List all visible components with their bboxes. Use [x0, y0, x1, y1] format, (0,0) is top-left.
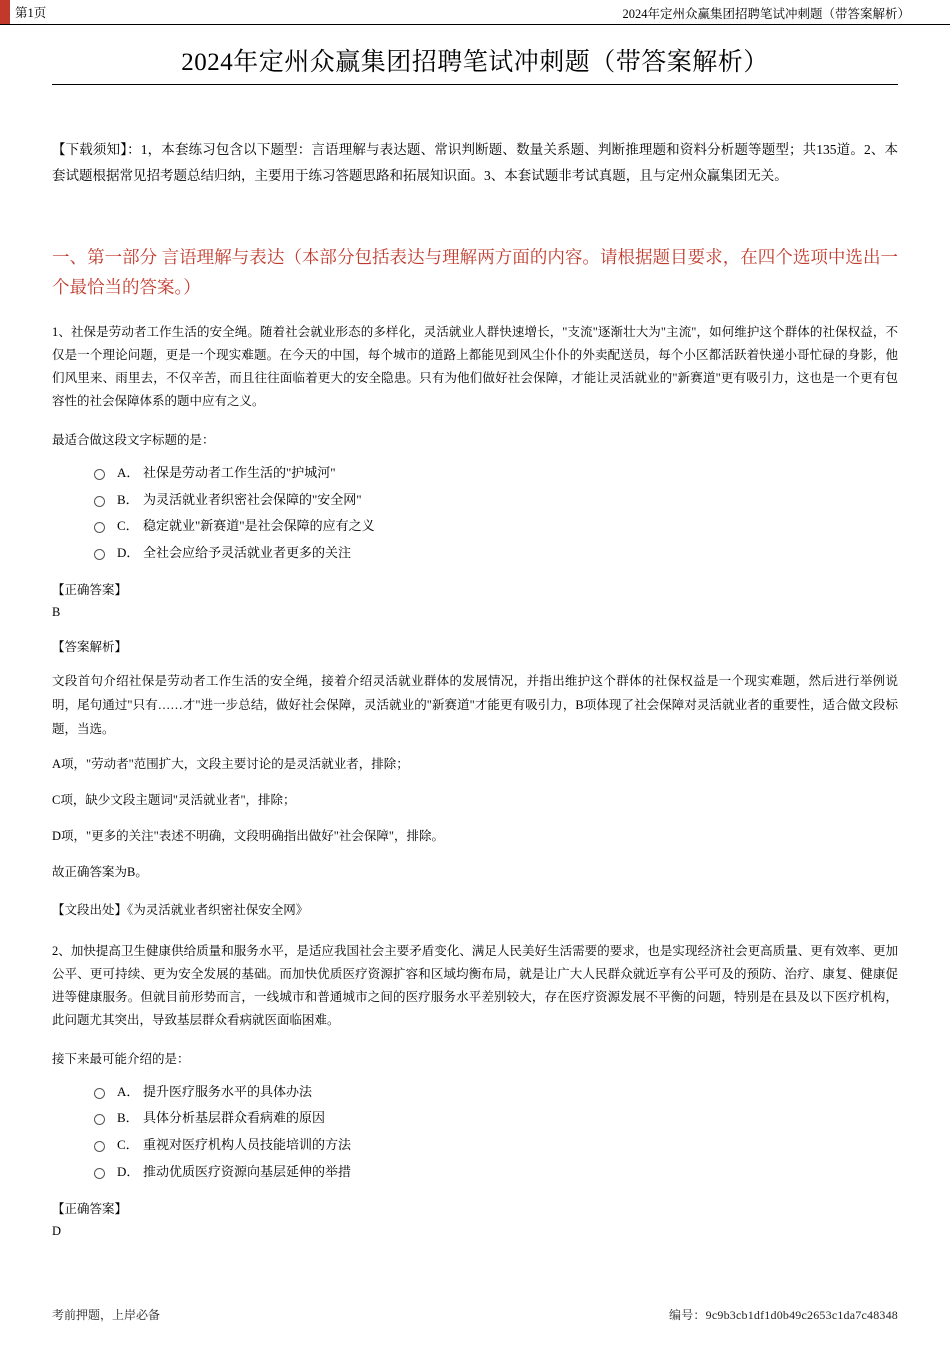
answer-label: 【正确答案】 — [52, 583, 128, 598]
section-heading: 一、第一部分 言语理解与表达（本部分包括表达与理解两方面的内容。请根据题目要求，在四个选项中选出一个最恰当的答案。） — [52, 246, 898, 298]
radio-icon[interactable] — [94, 1168, 105, 1179]
option-item[interactable] — [52, 540, 898, 567]
question-stem: 2、加快提高卫生健康供给质量和服务水平，是适应我国社会主要矛盾变化、满足人民美好生活需要的要求，也是实现经济社会更高质量、更有效率、更加公平、更可持续、更为安全发展的基础。而加快优质医疗资源扩容和区域均衡布局，就是让广大人民群众就近享有公平可及的预防、治疗、康复、健康促进等健康服务。但就目前形势而言，一线城市和普通城市之间的医疗服务水平差别较大，存在医疗资源发展不平衡的问题，特别是在县及以下医疗机构，此问题尤其突出，导致基层群众看病就医面临困难。 — [52, 943, 898, 1028]
source-line — [52, 900, 898, 921]
radio-icon[interactable] — [94, 1114, 105, 1125]
option-text: 推动优质医疗资源向基层延伸的举措 — [143, 1163, 352, 1179]
option-letter: C． — [117, 1136, 139, 1152]
question-stem: 1、社保是劳动者工作生活的安全绳。随着社会就业形态的多样化，灵活就业人群快速增长，"支流"逐渐壮大为"主流"，如何维护这个群体的社保权益，不仅是一个理论问题，更是一个现实难题。在今天的中国，每个城市的道路上都能见到风尘仆仆的外卖配送员，每个小区都活跃着快递小哥忙碌的身影，他们风里来、雨里去，不仅辛苦，而且往往面临着更大的安全隐患。只有为他们做好社会保障，才能让灵活就业的"新赛道"更有吸引力，这也是一个更有包容性的社会保障体系的题中应有之义。 — [52, 324, 898, 409]
option-item[interactable] — [52, 1105, 898, 1132]
option-text: 社保是劳动者工作生活的"护城河" — [143, 464, 336, 480]
page-title: 2024年定州众赢集团招聘笔试冲刺题（带答案解析） — [181, 49, 769, 76]
radio-icon[interactable] — [94, 1088, 105, 1099]
option-list — [52, 1079, 898, 1186]
footer-code-label: 编号： — [669, 1308, 706, 1322]
header-running-title: 2024年定州众赢集团招聘笔试冲刺题（带答案解析） — [622, 7, 910, 21]
footer-slogan: 考前押题，上岸必备 — [52, 1308, 161, 1322]
footer-code-group — [669, 1306, 898, 1323]
option-list — [52, 460, 898, 567]
option-item[interactable] — [52, 1079, 898, 1106]
question-block-1 — [52, 321, 898, 922]
option-text: 重视对医疗机构人员技能培训的方法 — [143, 1136, 352, 1152]
option-letter: D． — [117, 544, 140, 560]
option-item[interactable] — [52, 460, 898, 487]
option-letter: D． — [117, 1163, 140, 1179]
option-text: 为灵活就业者织密社会保障的"安全网" — [143, 491, 362, 507]
option-letter: B． — [117, 1110, 139, 1126]
radio-icon[interactable] — [94, 522, 105, 533]
question-prompt: 接下来最可能介绍的是： — [52, 1052, 190, 1067]
header-page-number: 第1页 — [15, 6, 47, 20]
explanation-paragraph: 文段首句介绍社保是劳动者工作生活的安全绳，接着介绍灵活就业群体的发展情况，并指出维护这个群体的社保权益是一个现实难题，然后进行举例说明，尾句通过"只有……才"进一步总结，做好社会保障，灵活就业的"新赛道"才能更有吸引力，B项体现了社会保障对灵活就业者的重要性，适合做文段标题，当选。 — [52, 674, 898, 736]
option-item[interactable] — [52, 1132, 898, 1159]
source-title: 《为灵活就业者织密社保安全网》 — [127, 903, 309, 918]
explanation-paragraph: D项，"更多的关注"表述不明确，文段明确指出做好"社会保障"，排除。 — [52, 828, 444, 843]
answer-label: 【正确答案】 — [52, 1202, 128, 1217]
option-letter: A． — [117, 464, 140, 480]
header-accent-bar — [0, 0, 10, 24]
option-text: 具体分析基层群众看病难的原因 — [143, 1110, 326, 1126]
option-text: 全社会应给予灵活就业者更多的关注 — [143, 544, 352, 560]
option-letter: A． — [117, 1083, 140, 1099]
option-letter: C． — [117, 518, 139, 534]
title-divider — [52, 84, 898, 85]
footer-code-value: 9c9b3cb1df1d0b49c2653c1da7c48348 — [705, 1308, 898, 1322]
radio-icon[interactable] — [94, 1141, 105, 1152]
radio-icon[interactable] — [94, 549, 105, 560]
question-prompt: 最适合做这段文字标题的是： — [52, 433, 215, 448]
answer-value: D — [52, 1223, 62, 1238]
option-text: 提升医疗服务水平的具体办法 — [143, 1083, 313, 1099]
option-text: 稳定就业"新赛道"是社会保障的应有之义 — [143, 518, 375, 534]
explanation-paragraph: 故正确答案为B。 — [52, 864, 148, 879]
explanation-paragraph: A项，"劳动者"范围扩大，文段主要讨论的是灵活就业者，排除； — [52, 757, 409, 772]
page-header — [0, 0, 950, 24]
explanation-label: 【答案解析】 — [52, 639, 128, 654]
answer-value: B — [52, 604, 61, 619]
document-content — [0, 24, 950, 1242]
option-letter: B． — [117, 491, 139, 507]
radio-icon[interactable] — [94, 496, 105, 507]
option-item[interactable] — [52, 513, 898, 540]
radio-icon[interactable] — [94, 469, 105, 480]
download-notice: 【下载须知】：1，本套练习包含以下题型：言语理解与表达题、常识判断题、数量关系题、判断推理题和资料分析题等题型；共135道。2、本套试题根据常见招考题总结归纳，主要用于练习答题思路和拓展知识面。3、本套试题非考试真题，且与定州众赢集团无关。 — [52, 142, 898, 184]
question-block-2 — [52, 940, 898, 1242]
source-label: 【文段出处】 — [52, 903, 128, 918]
option-item[interactable] — [52, 487, 898, 514]
option-item[interactable] — [52, 1159, 898, 1186]
explanation-paragraph: C项，缺少文段主题词"灵活就业者"，排除； — [52, 793, 296, 808]
page-footer — [0, 1306, 950, 1323]
